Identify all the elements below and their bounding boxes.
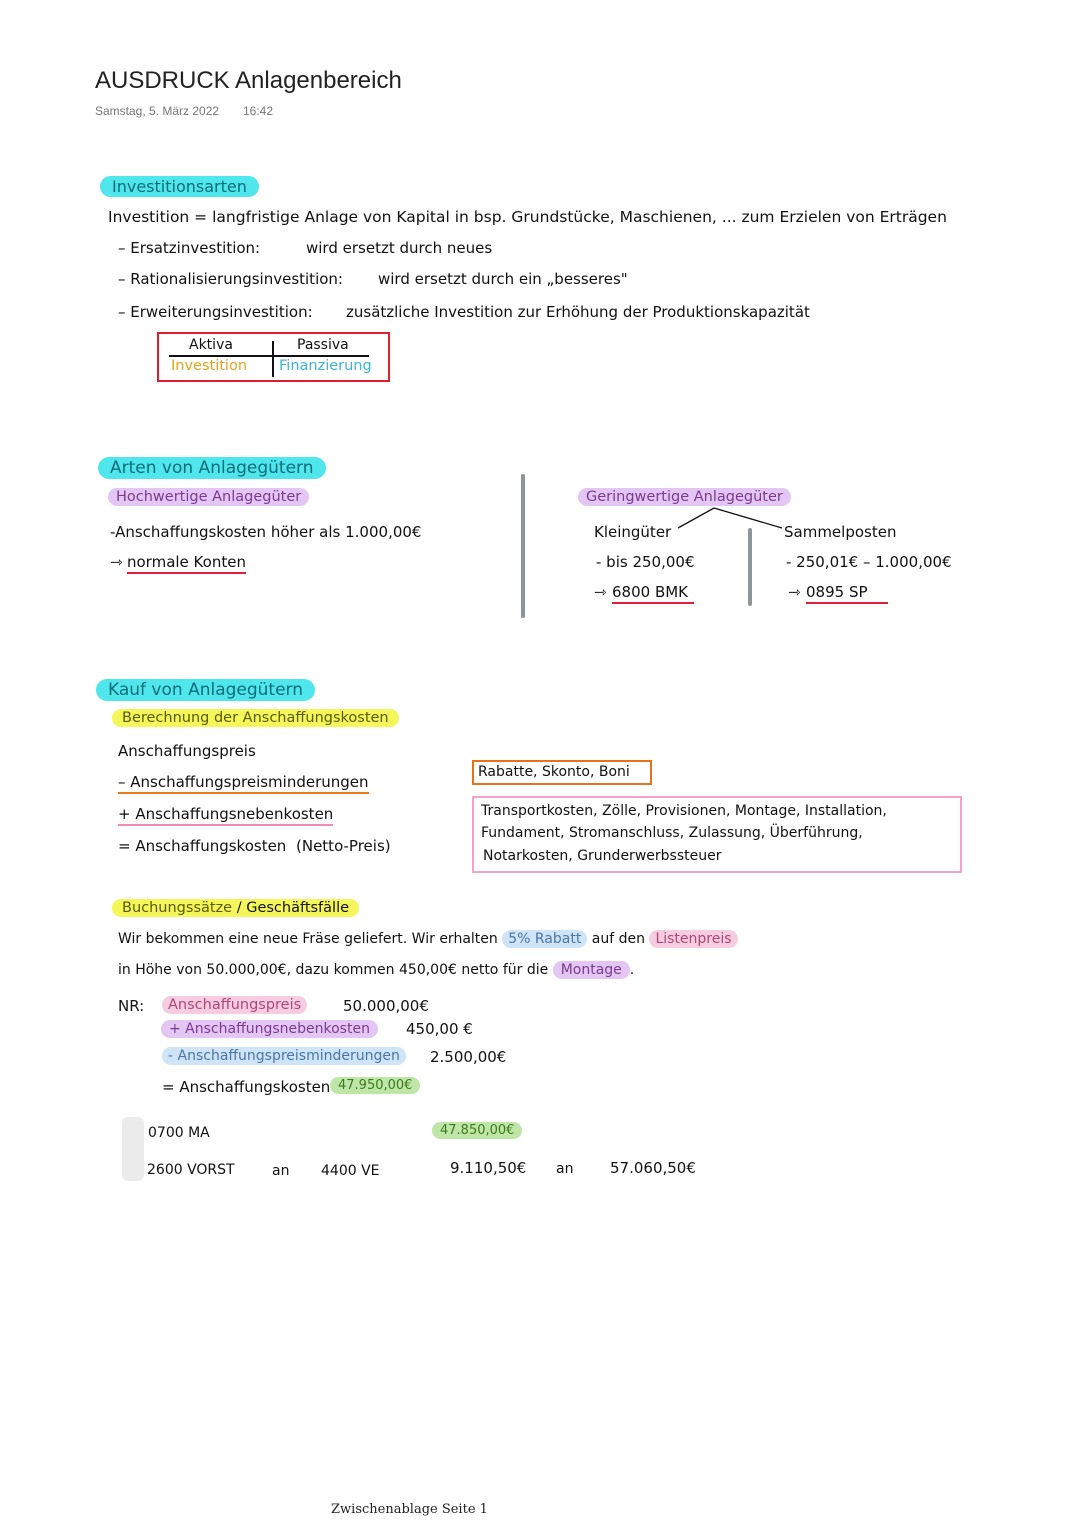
section2-divider <box>521 474 525 618</box>
case-line2-end: . <box>629 962 635 978</box>
booking-vorst-value: 9.110,50€ <box>450 1159 527 1177</box>
nr-anschaffungspreis: Anschaffungspreis <box>162 996 307 1014</box>
item-erweiterung-text: zusätzliche Investition zur Erhöhung der Produktionskapazität <box>346 303 810 321</box>
case-line2 <box>118 962 634 978</box>
box-nebenkosten-line3: Notarkosten, Grunderwerbssteuer <box>483 848 722 864</box>
booking-0700-ma-value: 47.850,00€ <box>432 1122 522 1139</box>
hochwertige-line1: -Anschaffungskosten höher als 1.000,00€ <box>110 523 422 541</box>
t-konto-hline <box>169 355 369 357</box>
box-preisminderungen <box>472 760 652 785</box>
item-erweiterung-label: – Erweiterungsinvestition: <box>118 303 313 321</box>
item-ersatzinvestition-text: wird ersetzt durch neues <box>306 239 493 257</box>
calc-anschaffungskosten: = Anschaffungskosten <box>118 837 287 855</box>
nr-nebenkosten-value: 450,00 € <box>406 1020 473 1038</box>
nr-label: NR: <box>118 997 145 1015</box>
kleingueter-line1: - bis 250,00€ <box>596 553 695 571</box>
t-konto-investition: Investition <box>171 358 248 374</box>
t-konto-box <box>157 332 390 382</box>
item-ersatzinvestition-label: – Ersatzinvestition: <box>118 239 261 257</box>
nr-anschaffungskosten: = Anschaffungskosten <box>162 1078 331 1096</box>
box-nebenkosten <box>472 796 962 873</box>
sammelposten-line1: - 250,01€ – 1.000,00€ <box>786 553 952 571</box>
nr-anschaffungspreis-value: 50.000,00€ <box>343 997 429 1015</box>
geschaeftsfaelle-label: / Geschäftsfälle <box>236 900 350 916</box>
booking-0700-ma: 0700 MA <box>148 1125 210 1141</box>
branch-lines <box>670 506 790 534</box>
booking-an-2: an <box>556 1161 574 1177</box>
case-line2-text: in Höhe von 50.000,00€, dazu kommen 450,00€ netto für die <box>118 962 549 978</box>
booking-bracket <box>122 1117 144 1181</box>
nr-preisminderungen: - Anschaffungspreisminderungen <box>162 1047 406 1065</box>
hochwertige-normale-konten: normale Konten <box>127 553 246 574</box>
subheading-geringwertige: Geringwertige Anlagegüter <box>578 488 791 506</box>
heading-kauf-anlagegueter: Kauf von Anlagegütern <box>96 679 315 701</box>
case-line1-mid: auf den <box>591 931 645 947</box>
t-konto-aktiva: Aktiva <box>189 337 233 353</box>
definition-investition: Investition = langfristige Anlage von Kapital in bsp. Grundstücke, Maschienen, ... zum Erzielen von Erträgen <box>108 208 947 226</box>
nr-anschaffungskosten-value: 47.950,00€ <box>330 1077 420 1094</box>
buchungssaetze-label: Buchungssätze <box>122 900 233 916</box>
box-preisminderungen-text: Rabatte, Skonto, Boni <box>478 764 630 780</box>
booking-ve-value: 57.060,50€ <box>610 1159 696 1177</box>
case-rabatt: 5% Rabatt <box>502 930 587 948</box>
kleingueter-konto: 6800 BMK <box>612 583 694 604</box>
heading-arten-anlagegueter: Arten von Anlagegütern <box>98 457 326 479</box>
kleingueter-arrow: ⇾ <box>594 583 607 601</box>
kleingueter-title: Kleingüter <box>594 523 672 541</box>
subheading-hochwertige: Hochwertige Anlagegüter <box>108 488 309 506</box>
t-konto-passiva: Passiva <box>297 337 349 353</box>
subheading-buchungssaetze <box>112 899 359 917</box>
booking-an-1: an <box>272 1163 290 1179</box>
item-rationalisierung-label: – Rationalisierungsinvestition: <box>118 270 343 288</box>
subheading-berechnung: Berechnung der Anschaffungskosten <box>112 709 399 727</box>
heading-investitionsarten: Investitionsarten <box>100 176 259 197</box>
nr-nebenkosten: + Anschaffungsnebenkosten <box>161 1020 378 1038</box>
calc-preisminderungen: – Anschaffungspreisminderungen <box>118 773 369 794</box>
sammelposten-title: Sammelposten <box>784 523 897 541</box>
t-konto-vline <box>272 341 274 377</box>
case-line1-text: Wir bekommen eine neue Fräse geliefert. Wir erhalten <box>118 931 498 947</box>
t-konto-finanzierung: Finanzierung <box>279 358 372 374</box>
page-title: AUSDRUCK Anlagenbereich <box>95 67 402 94</box>
booking-2600-vorst: 2600 VORST <box>147 1162 235 1178</box>
case-line1 <box>118 931 738 947</box>
calc-anschaffungspreis: Anschaffungspreis <box>118 742 256 760</box>
hochwertige-arrow: ⇾ <box>110 553 123 571</box>
item-rationalisierung-text: wird ersetzt durch ein „besseres" <box>378 270 628 288</box>
box-nebenkosten-line1: Transportkosten, Zölle, Provisionen, Montage, Installation, <box>481 803 887 819</box>
box-nebenkosten-line2: Fundament, Stromanschluss, Zulassung, Überführung, <box>481 825 863 841</box>
sammelposten-arrow: ⇾ <box>788 583 801 601</box>
case-listenpreis: Listenpreis <box>649 930 737 948</box>
geringwertige-divider <box>748 528 752 606</box>
page-time: 16:42 <box>243 104 274 118</box>
sammelposten-konto: 0895 SP <box>806 583 888 604</box>
booking-4400-ve: 4400 VE <box>321 1163 380 1179</box>
case-montage: Montage <box>553 961 630 979</box>
nr-preisminderungen-value: 2.500,00€ <box>430 1048 507 1066</box>
footer-page-label: Zwischenablage Seite 1 <box>331 1502 488 1517</box>
page-date: Samstag, 5. März 2022 <box>95 104 220 118</box>
calc-nebenkosten: + Anschaffungsnebenkosten <box>118 805 333 826</box>
calc-netto-preis: (Netto-Preis) <box>296 837 391 855</box>
